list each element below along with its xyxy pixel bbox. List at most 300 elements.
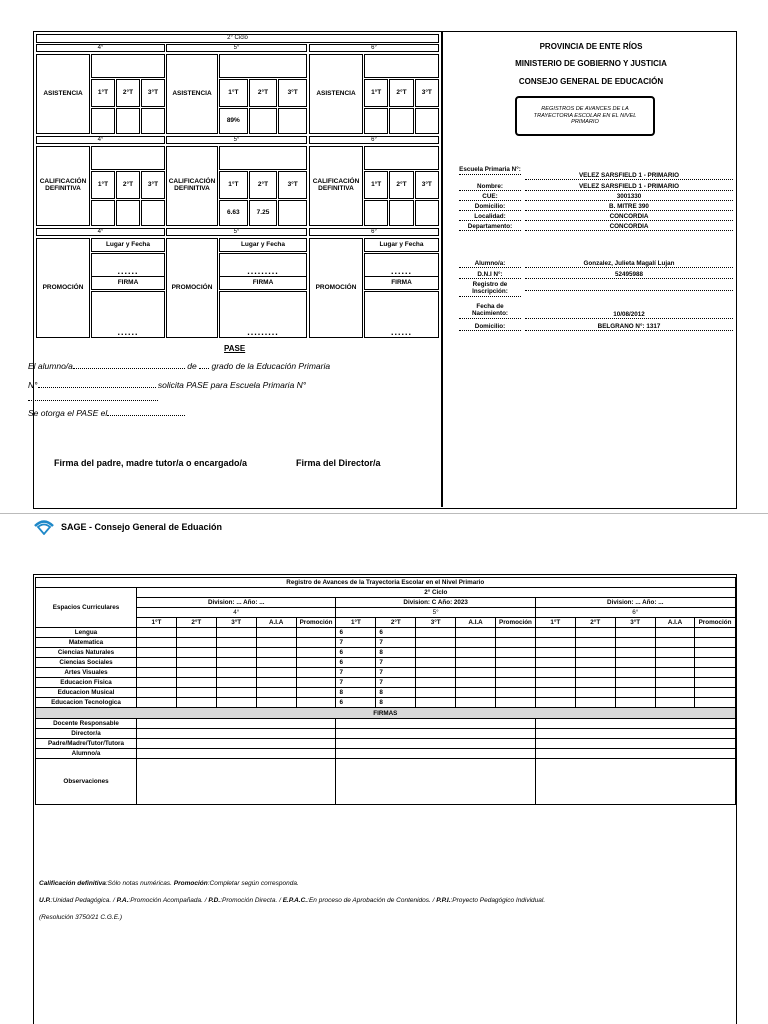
lugar-fecha-dots[interactable]: ......	[91, 253, 165, 276]
promocion-label: PROMOCIÓN	[309, 238, 363, 338]
calificacion-value[interactable]	[116, 200, 140, 226]
grade-cell[interactable]	[456, 648, 496, 658]
firma-role: Padre/Madre/Tutor/Tutora	[36, 739, 137, 749]
grade-cell[interactable]: 7	[336, 638, 376, 648]
grade-cell[interactable]	[296, 628, 336, 638]
grade-cell[interactable]	[535, 628, 575, 638]
grade-cell[interactable]: 8	[376, 688, 416, 698]
grade-cell[interactable]	[296, 678, 336, 688]
school-row-value: CONCORDIA	[525, 214, 733, 221]
firma-cell[interactable]	[336, 739, 535, 749]
grade-cell[interactable]	[655, 658, 695, 668]
school-row-value: B. MITRE 390	[525, 204, 733, 211]
firma-cell[interactable]	[535, 739, 735, 749]
grade-cell[interactable]	[496, 698, 536, 708]
grade-cell[interactable]	[456, 698, 496, 708]
grade-cell[interactable]	[575, 698, 615, 708]
trimestre-header: 3°T	[141, 79, 165, 107]
firmas-header: FIRMAS	[36, 708, 736, 719]
grade-cell[interactable]	[655, 698, 695, 708]
asistencia-value[interactable]	[415, 108, 439, 134]
registro-title: Registro de Avances de la Trayectoria Escolar en el Nivel Primario	[36, 578, 736, 588]
grade-cell[interactable]	[535, 688, 575, 698]
trimestre-header: 1°T	[91, 171, 115, 199]
column-header: 3°T	[416, 618, 456, 628]
observaciones-cell[interactable]	[336, 759, 535, 805]
calificacion-value[interactable]: 7.25	[249, 200, 278, 226]
column-header: 1°T	[137, 618, 177, 628]
division-header: Division: ... Año: ...	[137, 598, 336, 608]
grade-cell[interactable]	[496, 668, 536, 678]
legend-term: E.P.A.C.	[282, 897, 308, 904]
grade-cell[interactable]: 6	[336, 658, 376, 668]
grade-cell[interactable]	[695, 628, 735, 638]
grade-cell[interactable]	[535, 678, 575, 688]
division-row	[36, 598, 736, 608]
pase-line-2	[28, 380, 306, 390]
firma-dots[interactable]: ......	[364, 291, 439, 338]
trimestre-header: 1°T	[364, 171, 388, 199]
grade-cell[interactable]	[256, 658, 296, 668]
grade-cell[interactable]	[216, 648, 256, 658]
grade-cell[interactable]: 8	[376, 698, 416, 708]
grade-row	[36, 608, 736, 618]
registro-table	[35, 577, 736, 805]
trimestre-header: 3°T	[141, 171, 165, 199]
calificacion-value[interactable]	[278, 200, 307, 226]
firma-label: FIRMA	[364, 276, 439, 290]
firma-cell[interactable]	[137, 729, 336, 739]
grade-cell[interactable]	[176, 628, 216, 638]
espacios-header: Espacios Curriculares	[36, 588, 137, 628]
grade-cell[interactable]	[256, 668, 296, 678]
firma-cell[interactable]	[535, 729, 735, 739]
grade-cell[interactable]	[256, 698, 296, 708]
firma-role: Alumno/a	[36, 749, 137, 759]
consejo-title: CONSEJO GENERAL DE EDUCACIÓN	[518, 77, 664, 86]
grade-cell[interactable]	[655, 648, 695, 658]
grade-cell[interactable]: 8	[336, 688, 376, 698]
grade-cell[interactable]	[535, 658, 575, 668]
calificacion-value[interactable]	[364, 200, 388, 226]
asistencia-blank-top	[91, 54, 165, 78]
observaciones-row	[36, 759, 736, 805]
boletin-page	[28, 31, 737, 509]
trimestre-header: 2°T	[116, 171, 140, 199]
student-row	[459, 303, 735, 318]
grade-cell[interactable]	[137, 658, 177, 668]
grade-cell[interactable]	[176, 648, 216, 658]
grade-header: 4°	[137, 608, 336, 618]
lugar-fecha-label: Lugar y Fecha	[219, 238, 307, 252]
grade-cell[interactable]	[256, 638, 296, 648]
subject-name: Ciencias Sociales	[36, 658, 137, 668]
asistencia-label: ASISTENCIA	[36, 54, 90, 134]
legend-term: P.D.	[208, 897, 221, 904]
student-row	[459, 261, 735, 271]
school-row-label: Domicilio:	[459, 204, 521, 211]
grade-cell[interactable]	[615, 658, 655, 668]
grade-cell[interactable]	[416, 688, 456, 698]
firma-row	[36, 729, 736, 739]
asistencia-value[interactable]	[278, 108, 307, 134]
firma-cell[interactable]	[336, 729, 535, 739]
grade-cell[interactable]	[216, 688, 256, 698]
firma-cell[interactable]	[535, 719, 735, 729]
grade-cell[interactable]	[655, 678, 695, 688]
grade-cell[interactable]	[176, 698, 216, 708]
grade-cell[interactable]	[137, 628, 177, 638]
asistencia-blank-top	[364, 54, 439, 78]
firma-dots[interactable]: .........	[219, 291, 307, 338]
observaciones-cell[interactable]	[137, 759, 336, 805]
calificacion-value[interactable]	[415, 200, 439, 226]
grade-cell[interactable]	[216, 638, 256, 648]
grade-cell[interactable]: 7	[376, 668, 416, 678]
subject-row	[36, 678, 736, 688]
grade-cell[interactable]	[256, 678, 296, 688]
trimestre-header: 1°T	[91, 79, 115, 107]
column-header: 2°T	[575, 618, 615, 628]
asistencia-value[interactable]	[91, 108, 115, 134]
calificacion-label: CALIFICACIÓN DEFINITIVA	[36, 146, 90, 226]
school-row-label: Localidad:	[459, 214, 521, 221]
subject-row	[36, 638, 736, 648]
pase-line2-b: solicita PASE para Escuela Primaria N°	[157, 380, 307, 390]
grade-cell[interactable]	[296, 698, 336, 708]
firma-row	[36, 719, 736, 729]
school-row-value: CONCORDIA	[525, 224, 733, 231]
firma-cell[interactable]	[535, 749, 735, 759]
grade-cell[interactable]	[496, 678, 536, 688]
extra-blank-line[interactable]	[28, 400, 158, 401]
firma-row	[36, 749, 736, 759]
student-row-label: Domicilio:	[459, 324, 521, 331]
grade-cell[interactable]: 7	[376, 638, 416, 648]
subject-name: Artes Visuales	[36, 668, 137, 678]
student-row	[459, 281, 735, 295]
observaciones-cell[interactable]	[535, 759, 735, 805]
grade-cell[interactable]	[296, 688, 336, 698]
asistencia-value[interactable]: 89%	[219, 108, 248, 134]
grade-header-5: 5°	[166, 228, 307, 236]
grade-cell[interactable]	[456, 628, 496, 638]
grade-cell[interactable]	[137, 688, 177, 698]
grade-cell[interactable]	[535, 698, 575, 708]
grade-cell[interactable]: 6	[376, 628, 416, 638]
legend-def: :Completar según corresponda.	[207, 880, 299, 887]
fecha-pase-blank[interactable]	[107, 415, 185, 416]
legend-def: :Promoción Directa. /	[220, 897, 283, 904]
column-header: 3°T	[216, 618, 256, 628]
grade-cell[interactable]	[216, 628, 256, 638]
grade-cell[interactable]	[695, 658, 735, 668]
grade-cell[interactable]	[456, 688, 496, 698]
legend-term: Calificación definitiva	[39, 880, 106, 887]
grade-cell[interactable]	[575, 648, 615, 658]
grade-cell[interactable]	[416, 698, 456, 708]
calificacion-label: CALIFICACIÓN DEFINITIVA	[166, 146, 218, 226]
pase-title: PASE	[224, 344, 246, 353]
student-row-label: Alumno/a:	[459, 261, 521, 268]
grade-cell[interactable]	[137, 638, 177, 648]
grade-cell[interactable]	[575, 688, 615, 698]
grade-cell[interactable]	[496, 648, 536, 658]
grade-cell[interactable]	[256, 688, 296, 698]
subject-name: Educacion Fisica	[36, 678, 137, 688]
legend-def: :En proceso de Aprobación de Contenidos. /	[307, 897, 437, 904]
column-header: A.I.A	[456, 618, 496, 628]
column-header: 2°T	[376, 618, 416, 628]
school-row-value: 3001330	[525, 194, 733, 201]
grade-cell[interactable]: 7	[336, 668, 376, 678]
ciclo-header: 2° Ciclo	[137, 588, 736, 598]
pase-line2-a: N°	[28, 380, 38, 390]
grade-cell[interactable]: 6	[336, 628, 376, 638]
grade-cell[interactable]	[296, 648, 336, 658]
grade-cell[interactable]: 7	[336, 678, 376, 688]
subject-row	[36, 698, 736, 708]
subject-name: Educacion Musical	[36, 688, 137, 698]
firma-row	[36, 739, 736, 749]
subject-row	[36, 688, 736, 698]
grade-cell[interactable]	[535, 638, 575, 648]
lugar-fecha-label: Lugar y Fecha	[364, 238, 439, 252]
firma-cell[interactable]	[336, 749, 535, 759]
sage-logo-icon	[33, 517, 55, 537]
grade-cell[interactable]	[615, 638, 655, 648]
grade-cell[interactable]	[456, 668, 496, 678]
grade-cell[interactable]	[496, 638, 536, 648]
division-header: Division: C Año: 2023	[336, 598, 535, 608]
student-row-value: 10/08/2012	[525, 312, 733, 319]
grade-cell[interactable]: 7	[376, 678, 416, 688]
registro-page	[33, 574, 737, 1024]
student-row-label: Fecha de Nacimiento:	[459, 304, 521, 319]
student-row-value	[525, 290, 733, 291]
alumno-blank[interactable]	[73, 368, 185, 369]
asistencia-value[interactable]	[249, 108, 278, 134]
column-header: Promoción	[296, 618, 336, 628]
grade-cell[interactable]	[256, 628, 296, 638]
grade-cell[interactable]	[416, 628, 456, 638]
grade-cell[interactable]	[575, 658, 615, 668]
provincia-title: PROVINCIA DE ENTE RÍOS	[539, 42, 643, 51]
observaciones-label: Observaciones	[36, 759, 137, 805]
legend-term: P.P.I.	[436, 897, 451, 904]
calificacion-value[interactable]	[91, 200, 115, 226]
grade-cell[interactable]	[456, 638, 496, 648]
trimestre-header: 2°T	[116, 79, 140, 107]
grade-cell[interactable]	[575, 678, 615, 688]
column-header: Promoción	[496, 618, 536, 628]
school-row-value: VELEZ SARSFIELD 1 - PRIMARIO	[525, 173, 733, 180]
subject-row	[36, 658, 736, 668]
school-row-label: Nombre:	[459, 184, 521, 191]
school-row	[459, 184, 735, 194]
column-header: Promoción	[695, 618, 735, 628]
column-header-row	[36, 618, 736, 628]
grade-cell[interactable]	[216, 678, 256, 688]
student-row-value: Gonzalez, Julieta Magalí Lujan	[525, 261, 733, 268]
school-row	[459, 167, 735, 183]
grade-cell[interactable]	[575, 638, 615, 648]
grade-cell[interactable]	[655, 668, 695, 678]
grade-cell[interactable]	[176, 688, 216, 698]
grade-header-4: 4°	[36, 44, 165, 52]
grade-cell[interactable]	[655, 688, 695, 698]
school-info-panel	[443, 32, 739, 507]
trimestre-header: 1°T	[219, 79, 248, 107]
grade-cell[interactable]	[416, 678, 456, 688]
asistencia-value[interactable]	[364, 108, 388, 134]
grade-cell[interactable]	[695, 638, 735, 648]
grade-cell[interactable]	[496, 688, 536, 698]
firma-cell[interactable]	[336, 719, 535, 729]
asistencia-value[interactable]	[389, 108, 413, 134]
grade-cell[interactable]	[456, 678, 496, 688]
grado-blank[interactable]	[199, 368, 209, 369]
calificacion-blank-top	[219, 146, 307, 170]
grade-cell[interactable]	[535, 668, 575, 678]
grade-cell[interactable]: 7	[376, 658, 416, 668]
grade-cell[interactable]	[216, 658, 256, 668]
grade-cell[interactable]	[416, 658, 456, 668]
student-row	[459, 324, 735, 334]
legend-def: :Unidad Pedagógica. /	[50, 897, 117, 904]
subject-name: Matematica	[36, 638, 137, 648]
firma-cell[interactable]	[137, 749, 336, 759]
firma-cell[interactable]	[137, 739, 336, 749]
grade-cell[interactable]	[296, 638, 336, 648]
grade-cell[interactable]	[615, 628, 655, 638]
lugar-fecha-dots[interactable]: ......	[364, 253, 439, 276]
grade-cell[interactable]	[615, 678, 655, 688]
grade-cell[interactable]	[176, 658, 216, 668]
grade-cell[interactable]	[296, 658, 336, 668]
trimestre-header: 2°T	[389, 171, 413, 199]
pase-line1-a: El alumno/a	[28, 361, 73, 371]
school-row	[459, 224, 735, 234]
grade-cell[interactable]	[216, 698, 256, 708]
grade-cell[interactable]: 6	[336, 648, 376, 658]
grade-cell[interactable]	[137, 698, 177, 708]
grade-cell[interactable]	[615, 648, 655, 658]
grade-cell[interactable]	[416, 638, 456, 648]
trimestre-header: 2°T	[249, 171, 278, 199]
firma-dots[interactable]: ......	[91, 291, 165, 338]
asistencia-blank-top	[219, 54, 307, 78]
grade-cell[interactable]	[496, 628, 536, 638]
school-row-label: Escuela Primaria N°:	[459, 166, 521, 173]
lugar-fecha-label: Lugar y Fecha	[91, 238, 165, 252]
calificacion-value[interactable]	[389, 200, 413, 226]
firmas-row	[36, 708, 736, 719]
subject-row	[36, 648, 736, 658]
subject-row	[36, 668, 736, 678]
trimestre-header: 3°T	[278, 171, 307, 199]
grade-cell[interactable]	[695, 698, 735, 708]
firma-cell[interactable]	[137, 719, 336, 729]
grade-cell[interactable]	[695, 688, 735, 698]
grade-cell[interactable]	[615, 668, 655, 678]
grade-cell[interactable]	[695, 678, 735, 688]
subject-name: Educacion Tecnologica	[36, 698, 137, 708]
grade-cell[interactable]	[416, 668, 456, 678]
school-row-label: CUE:	[459, 194, 521, 201]
legend-term: U.P.	[39, 897, 51, 904]
legend-def: :Proyecto Pedagógico Individual.	[450, 897, 546, 904]
grade-cell[interactable]	[575, 628, 615, 638]
grade-cell[interactable]: 6	[336, 698, 376, 708]
grade-cell[interactable]	[655, 628, 695, 638]
trimestre-header: 2°T	[389, 79, 413, 107]
grade-cell[interactable]	[615, 698, 655, 708]
calificacion-blank-top	[364, 146, 439, 170]
legend-def: :Sólo notas numéricas.	[105, 880, 174, 887]
student-row-value: 52495988	[525, 272, 733, 279]
grade-cell[interactable]	[296, 668, 336, 678]
legend-line-2	[39, 897, 545, 904]
calificacion-value[interactable]	[141, 200, 165, 226]
ministerio-title: MINISTERIO DE GOBIERNO Y JUSTICIA	[515, 59, 667, 68]
grade-header: 5°	[336, 608, 535, 618]
legend-line-1	[39, 880, 299, 887]
grade-cell[interactable]	[695, 668, 735, 678]
title-row	[36, 578, 736, 588]
grade-cell[interactable]	[256, 648, 296, 658]
grade-cell[interactable]	[535, 648, 575, 658]
pase-line1-b: de	[187, 361, 197, 371]
numero-blank[interactable]	[38, 387, 156, 388]
grade-cell[interactable]	[575, 668, 615, 678]
pase-section	[28, 342, 441, 507]
grade-cell[interactable]	[216, 668, 256, 678]
grade-cell[interactable]	[456, 658, 496, 668]
calificacion-blank-top	[91, 146, 165, 170]
asistencia-value[interactable]	[141, 108, 165, 134]
grade-cell[interactable]	[655, 638, 695, 648]
grade-cell[interactable]	[137, 678, 177, 688]
grade-cell[interactable]	[137, 668, 177, 678]
column-header: A.I.A	[655, 618, 695, 628]
subject-row	[36, 628, 736, 638]
grade-header-4: 4°	[36, 136, 165, 144]
trimestre-header: 2°T	[249, 79, 278, 107]
lugar-fecha-dots[interactable]: .........	[219, 253, 307, 276]
asistencia-value[interactable]	[116, 108, 140, 134]
grade-cell[interactable]: 8	[376, 648, 416, 658]
calificacion-value[interactable]: 6.63	[219, 200, 248, 226]
grade-cell[interactable]	[176, 668, 216, 678]
grade-cell[interactable]	[695, 648, 735, 658]
trimestre-header: 3°T	[415, 79, 439, 107]
pase-line1-c: grado de la Educación Primaria	[211, 361, 331, 371]
pase-line-1	[28, 361, 330, 371]
grade-cell[interactable]	[137, 648, 177, 658]
director-signature-label: Firma del Director/a	[296, 458, 381, 468]
registro-table-wrap	[35, 577, 736, 805]
grade-cell[interactable]	[416, 648, 456, 658]
ciclo-row	[36, 588, 736, 598]
grade-cell[interactable]	[176, 678, 216, 688]
grade-cell[interactable]	[176, 638, 216, 648]
grade-cell[interactable]	[615, 688, 655, 698]
firma-label: FIRMA	[219, 276, 307, 290]
student-row-label: Registro de Inscripción:	[459, 282, 521, 297]
grade-header-5: 5°	[166, 44, 307, 52]
grade-cell[interactable]	[496, 658, 536, 668]
